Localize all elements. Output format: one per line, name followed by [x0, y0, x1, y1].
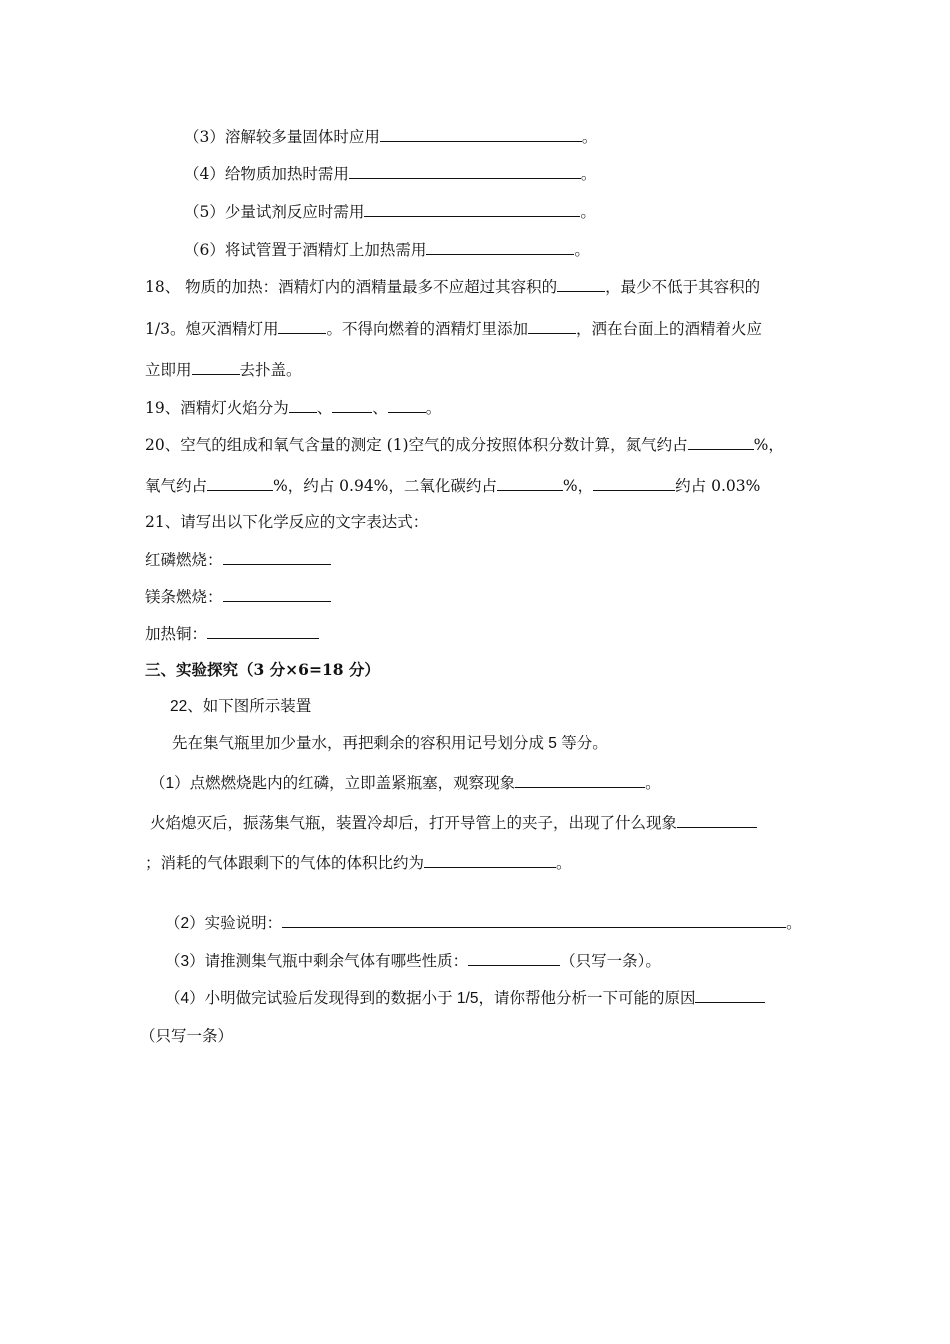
answer-blank[interactable] [192, 359, 240, 375]
answer-blank[interactable] [695, 987, 765, 1003]
question-17-5: （5）少量试剂反应时需用 。 [184, 203, 596, 221]
question-17-3: （3）溶解较多量固体时应用 。 [184, 128, 598, 146]
question-19: 19、酒精灯火焰分为 、 、 。 [145, 399, 442, 417]
answer-blank[interactable] [207, 623, 319, 639]
answer-blank[interactable] [282, 912, 786, 928]
question-21-reaction-3: 加热铜： [145, 623, 319, 644]
answer-blank[interactable] [677, 812, 757, 828]
question-22-part-4-note: （只写一条） [140, 1028, 234, 1045]
question-21-reaction-1: 红磷燃烧： [145, 549, 331, 570]
answer-blank[interactable] [278, 318, 326, 334]
answer-blank[interactable] [349, 163, 581, 179]
question-17-6: （6）将试管置于酒精灯上加热需用 。 [184, 241, 590, 259]
answer-blank[interactable] [332, 397, 372, 413]
question-22-part-2: （2）实验说明： 。 [165, 912, 802, 934]
question-21-title: 21、请写出以下化学反应的文字表达式： [145, 513, 429, 531]
answer-blank[interactable] [468, 950, 560, 966]
question-17-4: （4）给物质加热时需用 。 [184, 165, 597, 183]
section-3-title: 三、实验探究（3 分×6=18 分） [145, 660, 380, 679]
answer-blank[interactable] [388, 397, 426, 413]
question-22-part-1: （1）点燃燃烧匙内的红磷，立即盖紧瓶塞，观察现象 。 [150, 772, 661, 794]
answer-blank[interactable] [593, 475, 675, 491]
answer-blank[interactable] [497, 475, 563, 491]
answer-blank[interactable] [688, 434, 754, 450]
answer-blank[interactable] [426, 239, 574, 255]
question-20-line-2: 氧气约占 %，约占 0.94%，二氧化碳约占 %， 约占 0.03% [145, 477, 761, 495]
question-22-part-4: （4）小明做完试验后发现得到的数据小于 1/5，请你帮他分析一下可能的原因 [165, 987, 765, 1009]
answer-blank[interactable] [207, 475, 273, 491]
answer-blank[interactable] [364, 201, 580, 217]
answer-blank[interactable] [557, 276, 605, 292]
question-20-line-1: 20、空气的组成和氧气含量的测定 (1)空气的成分按照体积分数计算，氮气约占 %， [145, 436, 784, 454]
answer-blank[interactable] [223, 586, 331, 602]
question-22-intro: 先在集气瓶里加少量水，再把剩余的容积用记号划分成 5 等分。 [172, 735, 608, 752]
answer-blank[interactable] [515, 772, 645, 788]
answer-blank[interactable] [289, 397, 317, 413]
question-21-reaction-2: 镁条燃烧： [145, 586, 331, 607]
question-22-part-1-ratio: ；消耗的气体跟剩下的气体的体积比约为 。 [145, 852, 572, 874]
question-18-line-3: 立即用 去扑盖。 [145, 361, 302, 379]
question-22-title: 22、如下图所示装置 [170, 698, 312, 715]
question-22-part-3: （3）请推测集气瓶中剩余气体有哪些性质： （只写一条）。 [165, 950, 661, 972]
question-18-line-2: 1/3。熄灭酒精灯用 。不得向燃着的酒精灯里添加 ，洒在台面上的酒精着火应 [145, 320, 762, 338]
answer-blank[interactable] [424, 852, 556, 868]
answer-blank[interactable] [380, 126, 582, 142]
answer-blank[interactable] [223, 549, 331, 565]
question-18-line-1: 18、 物质的加热：酒精灯内的酒精量最多不应超过其容积的 ，最少不低于其容积的 [145, 278, 761, 296]
question-22-part-1-continued: 火焰熄灭后，振荡集气瓶，装置冷却后，打开导管上的夹子，出现了什么现象 [150, 812, 757, 834]
answer-blank[interactable] [528, 318, 576, 334]
